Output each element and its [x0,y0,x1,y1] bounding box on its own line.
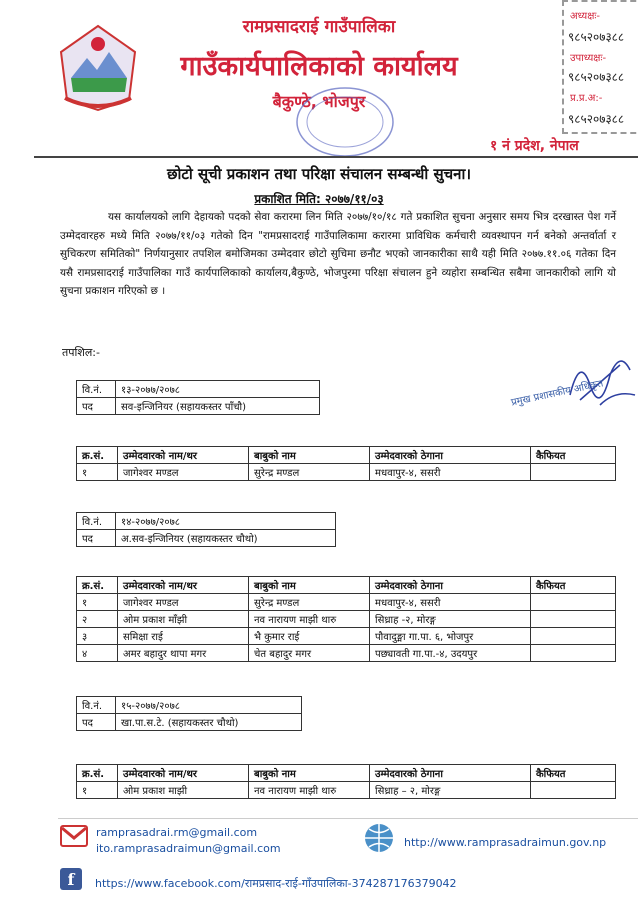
cell-address: पौवादुङ्मा गा.पा. ६, भोजपुर [370,628,531,645]
ad-info-table-2 [76,512,336,547]
ad-info-table-3 [76,696,302,731]
cao-number: ९८५२०७३८८ [568,112,625,126]
ad-no-value: १४-२०७७/२०७८ [116,513,336,530]
col-address: उम्मेदवारको ठेगाना [370,447,531,464]
globe-icon [362,822,396,854]
cell-sn: ३ [77,628,118,645]
cao-post-stamp: प्रमुख प्रशासकीय अधिकृत [510,378,605,409]
tapsil-label: तपशिल:- [62,346,100,359]
office-seal-stamp [290,80,400,160]
office-place: बैकुण्ठे, भोजपुर [272,92,366,111]
published-date: प्रकाशित मिति: २०७७/११/०३ [254,192,384,206]
post-label: पद [77,398,116,415]
post-value: खा.पा.स.टे. (सहायकस्तर चौथो) [116,714,302,731]
col-sn: क्र.सं. [77,577,118,594]
cell-name: समिक्षा राई [118,628,249,645]
cell-father: नव नारायण माझी थारु [249,782,370,799]
col-father: बाबुको नाम [249,447,370,464]
cell-address: मधवापुर-४, ससरी [370,594,531,611]
table-row [77,645,616,662]
col-father: बाबुको नाम [249,765,370,782]
cell-father: सुरेन्द्र मण्डल [249,464,370,481]
table-row [77,782,616,799]
email-link-1[interactable]: ramprasadrai.rm@gmail.com [96,826,258,839]
cell-remarks [531,594,616,611]
post-label: पद [77,714,116,731]
col-name: उम्मेदवारको नाम/थर [118,447,249,464]
cell-name: ओम प्रकाश माझी [118,782,249,799]
col-remarks: कैफियत [531,577,616,594]
ad-no-value: १३-२०७७/२०७८ [116,381,320,398]
cell-sn: १ [77,464,118,481]
cell-remarks [531,645,616,662]
notice-body: यस कार्यालयको लागि देहायको पदको सेवा करारमा लिन मिति २०७७/१०/१८ गते प्रकाशित सुचना अनुसार समय भित्र दरखास्त पेश गर्ने उम्मेदवारहरु मध्ये मिति २०७७/११/०३ गतेको दिन "रामप्रसादराई गाउँपालिकामा करारमा प्राविधिक कर्मचारी व्यवस्थापन गर्न बनेको अन्तर्वार्ता र सुचिकरण समितिको" निर्णयानुसार तपशिल बमोजिमका उम्मेदवार छोटो सुचिमा छनौट भएको जानकारीका साथै यही मिति २०७७.११.०६ गतेका दिन यसै रामप्रसादराई गाउँपालिका गाउँ कार्यपालिकाको कार्यालय,बैकुण्ठे, भोजपुरमा परिक्षा संचालन हुने व्यहोरा सम्बन्धित सबैमा जानकारीको लागि यो सुचना प्रकाशन गरिएको छ । [60,211,616,297]
table-row [77,611,616,628]
cell-name: अमर बहादुर थापा मगर [118,645,249,662]
office-name: गाउँकार्यपालिकाको कार्यालय [180,51,458,82]
cell-sn: ४ [77,645,118,662]
province-label: १ नं प्रदेश, नेपाल [490,138,579,154]
chair-label: अध्यक्षः- [570,11,600,22]
facebook-icon: f [60,868,82,890]
cell-name: ओम प्रकाश माँझी [118,611,249,628]
org-name: रामप्रसादराई गाउँपालिका [242,17,396,37]
vice-chair-number: ९८५२०७३८८ [568,70,625,84]
post-value: अ.सव-इन्जिनियर (सहायकस्तर चौथो) [116,530,336,547]
cell-father: सुरेन्द्र मण्डल [249,594,370,611]
table-row [77,628,616,645]
table-row [77,594,616,611]
col-address: उम्मेदवारको ठेगाना [370,577,531,594]
col-sn: क्र.सं. [77,765,118,782]
cell-sn: २ [77,611,118,628]
col-sn: क्र.सं. [77,447,118,464]
cell-address: पछ्यावती गा.पा.-४, उदयपुर [370,645,531,662]
ad-no-value: १५-२०७७/२०७८ [116,697,302,714]
cell-address: सिध्राह -२, मोरङ्ग [370,611,531,628]
website-link[interactable]: http://www.ramprasadraimun.gov.np [404,836,607,849]
gmail-icon [60,825,88,847]
notice-title: छोटो सूची प्रकाशन तथा परिक्षा संचालन सम्बन्धी सुचना। [166,165,472,183]
vice-chair-label: उपाध्यक्षः- [570,53,607,64]
cell-address: सिध्राह – २, मोरङ्ग [370,782,531,799]
email-link-2[interactable]: ito.ramprasadraimun@gmail.com [96,842,281,855]
cell-father: नव नारायण माझी थारु [249,611,370,628]
candidate-table-1 [76,446,616,481]
cell-remarks [531,611,616,628]
facebook-link[interactable]: https://www.facebook.com/रामप्रसाद-राई-गाँउपालिका-374287176379042 [95,877,457,890]
table-row [77,464,616,481]
footer-divider [58,818,638,819]
header-divider [34,156,638,158]
col-remarks: कैफियत [531,765,616,782]
cell-remarks [531,464,616,481]
cell-sn: १ [77,782,118,799]
cell-father: भै कुमार राई [249,628,370,645]
col-remarks: कैफियत [531,447,616,464]
candidate-table-3 [76,764,616,799]
candidate-table-2 [76,576,616,662]
cell-name: जागेश्वर मण्डल [118,464,249,481]
col-father: बाबुको नाम [249,577,370,594]
ad-no-label: वि.नं. [77,381,116,398]
cell-address: मधवापुर-४, ससरी [370,464,531,481]
cao-label: प्र.प्र.अ:- [570,93,603,104]
cell-name: जागेश्वर मण्डल [118,594,249,611]
cell-father: चेत बहादुर मगर [249,645,370,662]
col-name: उम्मेदवारको नाम/थर [118,765,249,782]
post-label: पद [77,530,116,547]
col-name: उम्मेदवारको नाम/थर [118,577,249,594]
cell-remarks [531,782,616,799]
contact-numbers-box [562,0,638,134]
chair-number: ९८५२०७३८८ [568,30,625,44]
post-value: सव-इन्जिनियर (सहायकस्तर पाँचौ) [116,398,320,415]
ad-info-table-1 [76,380,320,415]
cell-remarks [531,628,616,645]
cell-sn: १ [77,594,118,611]
col-address: उम्मेदवारको ठेगाना [370,765,531,782]
ad-no-label: वि.नं. [77,697,116,714]
ad-no-label: वि.नं. [77,513,116,530]
